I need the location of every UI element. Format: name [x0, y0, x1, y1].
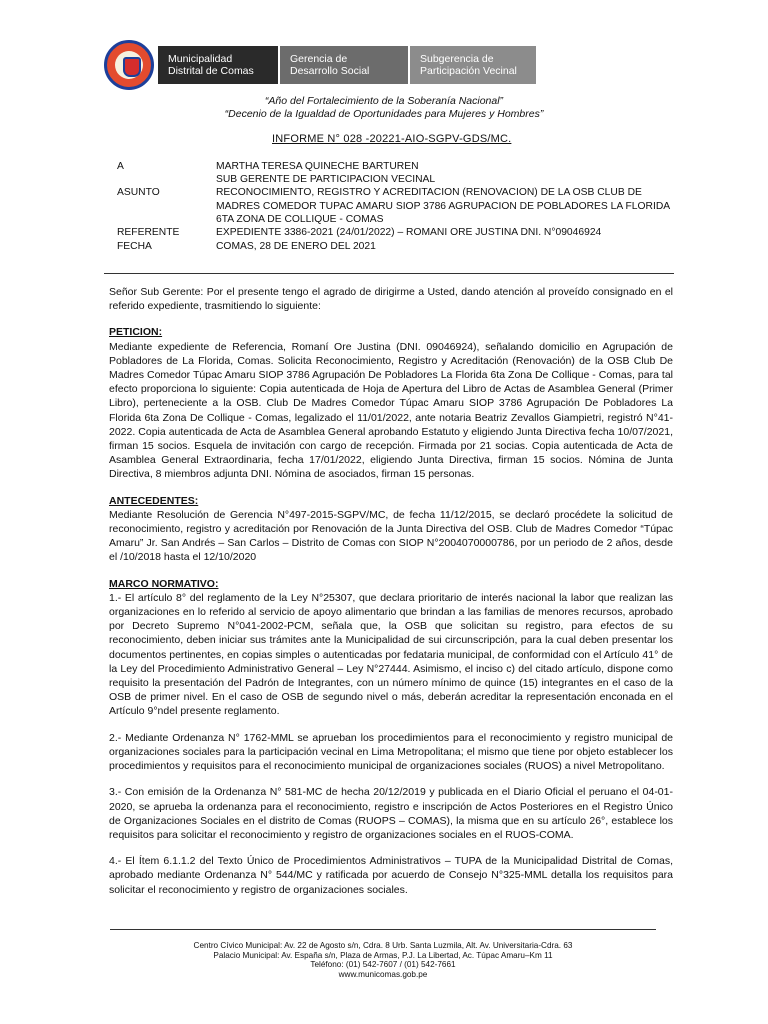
- meta-label-referente: REFERENTE: [117, 227, 180, 238]
- footer-line: Centro Cívico Municipal: Av. 22 de Agosto s/n, Cdra. 8 Urb. Santa Luzmila, Alt. Av. Universitaria-Cdra. 63: [193, 941, 573, 950]
- footer-address: [110, 941, 656, 979]
- municipality-seal-icon: [104, 40, 154, 90]
- header-box-line: Subgerencia de: [420, 53, 494, 65]
- peticion-paragraph: Mediante expediente de Referencia, Romaní Ore Justina (DNI. 09046924), señalando domicilio en Agrupación de Pobladores de La Florida, Comas. Solicita Reconocimiento, Registro y Acreditación (Renovación) de la OSB Club De Madres Comedor Túpac Amaru SIOP 3786 Agrupación De Pobladores La Florida 6ta Zona De Collique - Comas, para tal efecto proporciona lo siguiente: Copia autenticada de Hoja de Apertura del Libro de Actas de Asamblea General (Primer Libro), perteneciente a la OSB. Club De Madres Comedor Túpac Amaru SIOP 3786 Agrupación De Pobladores La Florida 6ta Zona De Collique - Comas, legalizado el 11/01/2022, ante notaria Beatriz Zevallos Giampietri, registró N°41-2022. Copia autenticada de Acta de Asamblea General aprobando Estatuto y eligiendo Junta Directiva fecha 10/07/2021, firman 15 socios. Esquela de invitación con cargo de recepción. Firmada por 21 socias. Copia autenticada de Acta de Asamblea General Extraordinaria, fecha 17/01/2022, eligiendo Junta Directiva, firman 15 socios. Nómina de Junta Directiva, 8 miembros adjunta DNI. Nómina de asociados, firman 15 personas.: [109, 340, 673, 481]
- antecedentes-paragraph: Mediante Resolución de Gerencia N°497-2015-SGPV/MC, de fecha 11/12/2015, se declaró procédete la solicitud de reconocimiento, registro y acreditación por Renovación de la Junta Directiva del OSB. Club de Madres Comedor “Túpac Amaru” Jr. San Andrés – San Carlos – Distrito de Comas con SIOP N°2004070000786, por un periodo de 2 años, desde el /10/2018 hasta el 12/10/2020: [109, 508, 673, 564]
- footer-divider: [110, 929, 656, 930]
- meta-label-asunto: ASUNTO: [117, 187, 160, 198]
- header-box-line: Desarrollo Social: [290, 65, 370, 77]
- marco-item: 4.- El Ítem 6.1.1.2 del Texto Único de Procedimientos Administrativos – TUPA de la Municipalidad Distrital de Comas, aprobado mediante Ordenanza N° 544/MC y ratificada por acuerdo de Consejo N°325-MML detalla los requisitos para solicitar el reconocimiento y registro de organizaciones sociales.: [109, 855, 673, 896]
- header-box-line: Gerencia de: [290, 53, 348, 65]
- section-title-marco-normativo: MARCO NORMATIVO:: [109, 577, 219, 590]
- marco-item: 1.- El artículo 8° del reglamento de la Ley N°25307, que declara prioritario de interés nacional la labor que realizan las organizaciones en lo referido al servicio de apoyo alimentario que brindan a las familias de menores recursos, aprobado por Decreto Supremo N°041-2002-PCM, señala que, la OSB que solicitan su registro, para efectos de su reconocimiento, deben iniciar sus trámites ante la Municipalidad de sui circunscripción, para la cual deben presentar los documentos pertinentes, en copias simples o autenticadas por fedataria municipal, de conformidad con el Artículo 41° de la Ley del Procedimiento Administrativo General – Ley N°27444. Asimismo, el inciso c) del citado artículo, dispone como requisito la presentación del Padrón de Integrantes, con un número mínimo de quince (15) integrantes en el caso de la OSB de primer nivel. En el caso de OSB de segundo nivel o más, deberán acreditar la representación enconada en el Artículo 9°ndel presente reglamento.: [109, 591, 673, 718]
- report-number: INFORME N° 028 -20221-AIO-SGPV-GDS/MC.: [272, 133, 512, 145]
- meta-value-a-title: SUB GERENTE DE PARTICIPACION VECINAL: [216, 174, 436, 185]
- section-title-peticion: PETICION:: [109, 326, 163, 339]
- header-box-gerencia: [280, 46, 408, 84]
- intro-paragraph: Señor Sub Gerente: Por el presente tengo el agrado de dirigirme a Usted, dando atención al proveído consignado en el referido expediente, trasmitiendo lo siguiente:: [109, 286, 673, 313]
- meta-value-a: MARTHA TERESA QUINECHE BARTUREN: [216, 161, 419, 172]
- header-box-line: Distrital de Comas: [168, 65, 254, 77]
- marco-item: 3.- Con emisión de la Ordenanza N° 581-MC de hecha 20/12/2019 y publicada en el Diario Oficial el peruano el 04-01-2020, se aprueba la ordenanza para el reconocimiento, registro e inscripción de Actos Posteriores en el Registro Único de Organizaciones Sociales en el distrito de Comas (RUOPS – COMAS), la misma que en su artículo 26°, establece los requisitos para solicitar el reconocimiento y registro de organizaciones sociales en el RUOS-COMA.: [109, 786, 673, 841]
- header-box-line: Municipalidad: [168, 53, 233, 65]
- meta-value-asunto: RECONOCIMIENTO, REGISTRO Y ACREDITACION (RENOVACION) DE LA OSB CLUB DE MADRES COMEDOR TUPAC AMARU SIOP 3786 AGRUPACION DE POBLADORES LA FLORIDA 6TA ZONA DE COLLIQUE - COMAS: [216, 187, 670, 225]
- divider: [104, 273, 674, 274]
- footer-line: Palacio Municipal: Av. España s/n, Plaza de Armas, P.J. La Libertad, Ac. Túpac Amaru–Km 11: [213, 950, 553, 960]
- header-box-municipalidad: [158, 46, 278, 84]
- meta-value-fecha: COMAS, 28 DE ENERO DEL 2021: [216, 241, 376, 252]
- section-title-antecedentes: ANTECEDENTES:: [109, 494, 199, 507]
- document-body: [109, 285, 673, 897]
- letterhead: [104, 44, 538, 86]
- header-box-line: Participación Vecinal: [420, 65, 517, 77]
- meta-value-referente: EXPEDIENTE 3386-2021 (24/01/2022) – ROMANI ORE JUSTINA DNI. N°09046924: [216, 227, 602, 238]
- motto-line: “Decenio de la Igualdad de Oportunidades para Mujeres y Hombres”: [224, 108, 544, 120]
- footer-line: Teléfono: (01) 542-7607 / (01) 542-7661: [310, 960, 456, 969]
- motto-line: “Año del Fortalecimiento de la Soberanía Nacional”: [264, 95, 504, 107]
- footer-website: www.municomas.gob.pe: [338, 969, 428, 979]
- marco-item: 2.- Mediante Ordenanza N° 1762-MML se aprueban los procedimientos para el reconocimiento y registro municipal de organizaciones sociales para la participación vecinal en Lima Metropolitana; el mismo que tiene por objeto establecer los procedimientos y requisitos para el reconocimiento municipal de organizaciones sociales (RUOS) a nivel Metropolitano.: [109, 731, 673, 773]
- meta-label-fecha: FECHA: [117, 241, 152, 252]
- header-box-subgerencia: [410, 46, 536, 84]
- meta-label-a: A: [117, 161, 124, 172]
